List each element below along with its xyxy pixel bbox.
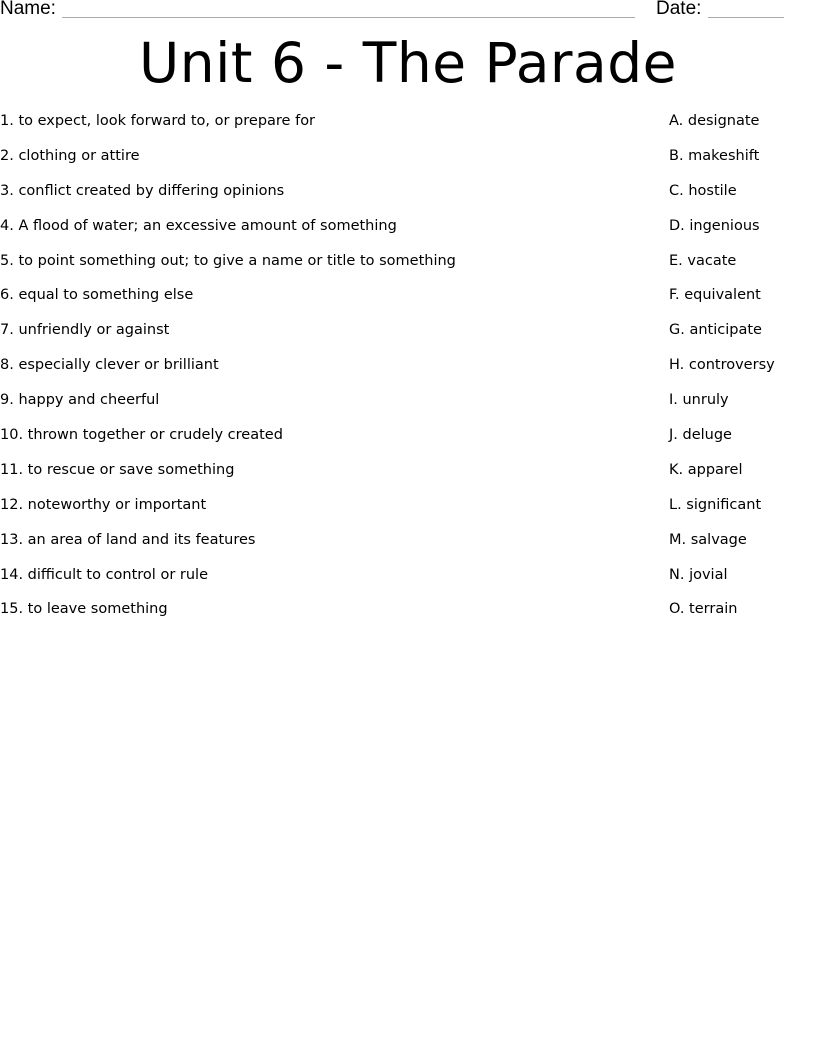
answer-option: B. makeshift: [669, 147, 760, 164]
matching-row: [0, 285, 816, 320]
date-label: Date:: [656, 0, 702, 19]
matching-row: [0, 146, 816, 181]
clue-text: 5. to point something out; to give a name or title to something: [0, 252, 456, 269]
clue-text: 11. to rescue or save something: [0, 461, 235, 478]
answer-option: J. deluge: [669, 427, 732, 444]
name-blank-line[interactable]: [62, 17, 635, 18]
clue-text: 15. to leave something: [0, 601, 168, 618]
matching-row: [0, 181, 816, 216]
answer-option: D. ingenious: [669, 217, 760, 234]
answer-option: N. jovial: [669, 566, 728, 583]
name-label: Name:: [0, 0, 56, 19]
clue-text: 4. A flood of water; an excessive amount of something: [0, 217, 397, 234]
clue-text: 7. unfriendly or against: [0, 322, 170, 339]
clue-text: 6. equal to something else: [0, 287, 194, 304]
answer-option: E. vacate: [669, 252, 737, 269]
clue-text: 3. conflict created by differing opinions: [0, 182, 285, 199]
matching-row: [0, 390, 816, 425]
matching-row: [0, 216, 816, 251]
page-title: Unit 6 - The Parade: [139, 31, 677, 95]
clue-text: 10. thrown together or crudely created: [0, 427, 283, 444]
matching-row: [0, 530, 816, 565]
clue-text: 12. noteworthy or important: [0, 496, 207, 513]
answer-option: L. significant: [669, 496, 762, 513]
answer-option: F. equivalent: [669, 287, 761, 304]
clue-text: 9. happy and cheerful: [0, 392, 160, 409]
matching-row: [0, 320, 816, 355]
answer-option: G. anticipate: [669, 322, 762, 339]
matching-row: [0, 599, 816, 634]
matching-row: [0, 111, 816, 146]
answer-option: C. hostile: [669, 182, 737, 199]
answer-option: K. apparel: [669, 461, 743, 478]
matching-row: [0, 495, 816, 530]
clue-text: 2. clothing or attire: [0, 147, 140, 164]
answer-option: M. salvage: [669, 531, 747, 548]
answer-option: I. unruly: [669, 392, 729, 409]
matching-row: [0, 355, 816, 390]
answer-option: A. designate: [669, 113, 760, 129]
clue-text: 14. difficult to control or rule: [0, 566, 208, 583]
answer-option: H. controversy: [669, 357, 775, 374]
matching-list: [0, 111, 816, 634]
date-blank-line[interactable]: [708, 17, 784, 18]
worksheet-header: [0, 0, 816, 22]
clue-text: 8. especially clever or brilliant: [0, 357, 219, 374]
clue-text: 1. to expect, look forward to, or prepare for: [0, 113, 316, 129]
answer-option: O. terrain: [669, 601, 738, 618]
matching-row: [0, 460, 816, 495]
matching-row: [0, 425, 816, 460]
matching-row: [0, 565, 816, 600]
clue-text: 13. an area of land and its features: [0, 531, 256, 548]
matching-row: [0, 251, 816, 286]
